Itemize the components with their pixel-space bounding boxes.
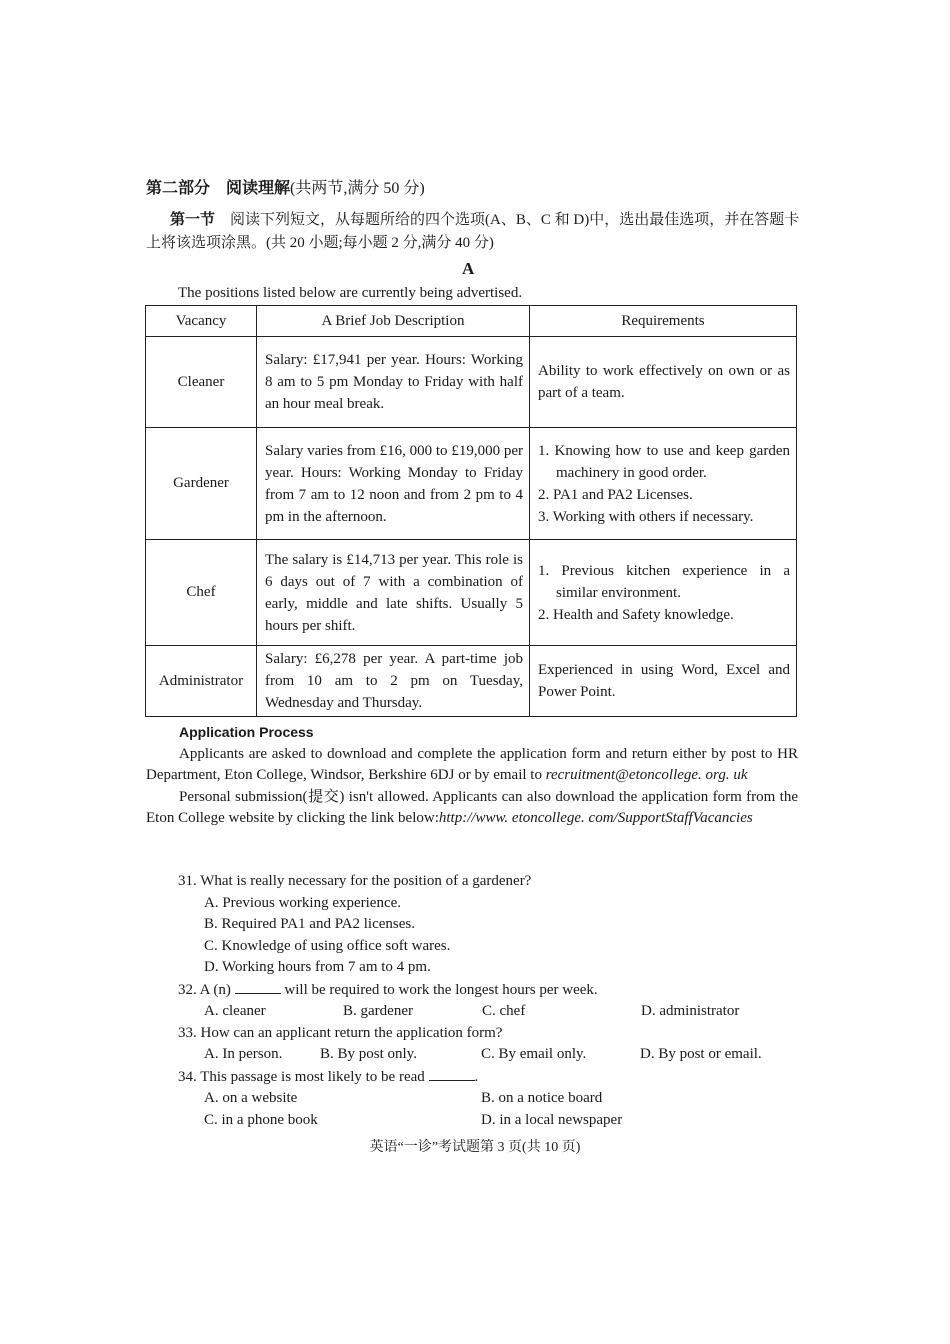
requirement-item: Experienced in using Word, Excel and Power Point. <box>538 662 790 700</box>
section-label: 第一节 <box>170 210 216 228</box>
question-stem-start: 32. A (n) <box>178 981 231 998</box>
question-stem-end: will be required to work the longest hours per week. <box>284 981 598 998</box>
option-d: D. By post or email. <box>640 1046 762 1062</box>
question-stem: 31. What is really necessary for the position of a gardener? <box>178 873 532 889</box>
option-c: C. By email only. <box>481 1046 587 1062</box>
option-row <box>178 1110 798 1132</box>
option-b: B. gardener <box>343 1003 413 1019</box>
application-email: recruitment@etoncollege. org. uk <box>545 767 748 783</box>
part-title <box>146 175 425 198</box>
application-paragraph-1 <box>146 744 798 787</box>
requirements-cell <box>530 646 797 717</box>
application-process <box>146 722 798 830</box>
application-heading: Application Process <box>179 724 314 740</box>
option-c: C. in a phone book <box>204 1111 318 1128</box>
option-row <box>178 1088 798 1110</box>
requirements-cell <box>530 337 797 428</box>
application-link: http://www. etoncollege. com/SupportStaffVacancies <box>438 810 753 826</box>
requirements-cell <box>530 428 797 540</box>
description-cell: Salary varies from £16, 000 to £19,000 per year. Hours: Working Monday to Friday from 7 am to 12 noon and from 2 pm to 4 pm in the afternoon. <box>257 428 530 540</box>
section-instruction-text: 阅读下列短文，从每题所给的四个选项(A、B、C 和 D)中，选出最佳选项，并在答题卡上将该选项涂黑。(共 20 小题;每小题 2 分,满分 40 分) <box>146 212 800 251</box>
option-d: D. Working hours from 7 am to 4 pm. <box>204 959 431 975</box>
part-title-main: 第二部分 阅读理解 <box>146 178 291 197</box>
passage-intro: The positions listed below are currently being advertised. <box>178 285 523 301</box>
requirements-list <box>538 560 790 626</box>
answer-blank <box>235 979 281 994</box>
requirements-list <box>538 360 790 404</box>
question-stem <box>178 979 798 1002</box>
vacancy-cell: Cleaner <box>146 337 257 428</box>
requirements-list <box>538 659 790 703</box>
requirements-cell <box>530 540 797 646</box>
requirements-list <box>538 440 790 528</box>
vacancy-cell: Administrator <box>146 646 257 717</box>
option-b: B. Required PA1 and PA2 licenses. <box>204 916 415 932</box>
vacancy-cell: Chef <box>146 540 257 646</box>
question-stem: 33. How can an applicant return the application form? <box>178 1024 503 1041</box>
table-header-row <box>146 306 797 337</box>
header-description: A Brief Job Description <box>257 306 530 337</box>
vacancy-cell: Gardener <box>146 428 257 540</box>
requirement-item: 2. Health and Safety knowledge. <box>538 606 734 623</box>
answer-blank <box>429 1066 475 1081</box>
table-row <box>146 646 797 717</box>
description-cell: Salary: £17,941 per year. Hours: Working 8 am to 5 pm Monday to Friday with half an hour meal break. <box>257 337 530 428</box>
option-a: A. cleaner <box>204 1003 266 1019</box>
question-31 <box>178 871 798 979</box>
question-32 <box>178 979 798 1023</box>
requirement-item: 2. PA1 and PA2 Licenses. <box>538 486 693 503</box>
table-row <box>146 428 797 540</box>
question-list <box>178 871 798 1131</box>
option-row <box>178 1001 798 1023</box>
description-cell: Salary: £6,278 per year. A part-time job from 10 am to 2 pm on Tuesday, Wednesday and Thursday. <box>257 646 530 717</box>
table-row <box>146 540 797 646</box>
header-vacancy: Vacancy <box>146 306 257 337</box>
header-requirements: Requirements <box>530 306 797 337</box>
page-footer: 英语“一诊”考试题第 3 页(共 10 页) <box>369 1140 581 1155</box>
question-33 <box>178 1023 798 1066</box>
requirement-item: Ability to work effectively on own or as part of a team. <box>538 363 790 401</box>
question-stem-start: 34. This passage is most likely to be read <box>178 1068 425 1085</box>
option-a: A. In person. <box>204 1046 283 1062</box>
option-b: B. By post only. <box>320 1046 417 1062</box>
part-title-note: (共两节,满分 50 分) <box>290 180 425 197</box>
requirement-item: 1. Knowing how to use and keep garden machinery in good order. <box>538 442 790 481</box>
section-instructions <box>146 208 801 255</box>
option-a: A. Previous working experience. <box>204 894 402 911</box>
question-stem <box>178 1066 798 1089</box>
question-34 <box>178 1066 798 1132</box>
option-a: A. on a website <box>204 1090 298 1106</box>
requirement-item: 1. Previous kitchen experience in a similar environment. <box>538 562 790 601</box>
application-text-2: Personal submission(提交) isn't allowed. Applicants can also download the application form from the Eton College website by clicking the link below: <box>146 788 798 826</box>
option-c: C. Knowledge of using office soft wares. <box>204 937 451 954</box>
option-row <box>178 1044 798 1066</box>
option-d: D. administrator <box>641 1003 740 1019</box>
application-paragraph-2 <box>146 787 798 830</box>
option-d: D. in a local newspaper <box>481 1111 623 1128</box>
description-cell: The salary is £14,713 per year. This role is 6 days out of 7 with a combination of early, middle and late shifts. Usually 5 hours per shift. <box>257 540 530 646</box>
application-text-1: Applicants are asked to download and complete the application form and return either by post to HR Department, Eton College, Windsor, Berkshire 6DJ or by email to <box>146 745 798 783</box>
option-b: B. on a notice board <box>481 1090 603 1106</box>
table-row <box>146 337 797 428</box>
passage-letter: A <box>462 259 475 278</box>
requirement-item: 3. Working with others if necessary. <box>538 508 754 525</box>
option-c: C. chef <box>482 1003 526 1019</box>
question-stem-end: . <box>474 1068 479 1085</box>
vacancy-table <box>145 305 797 717</box>
